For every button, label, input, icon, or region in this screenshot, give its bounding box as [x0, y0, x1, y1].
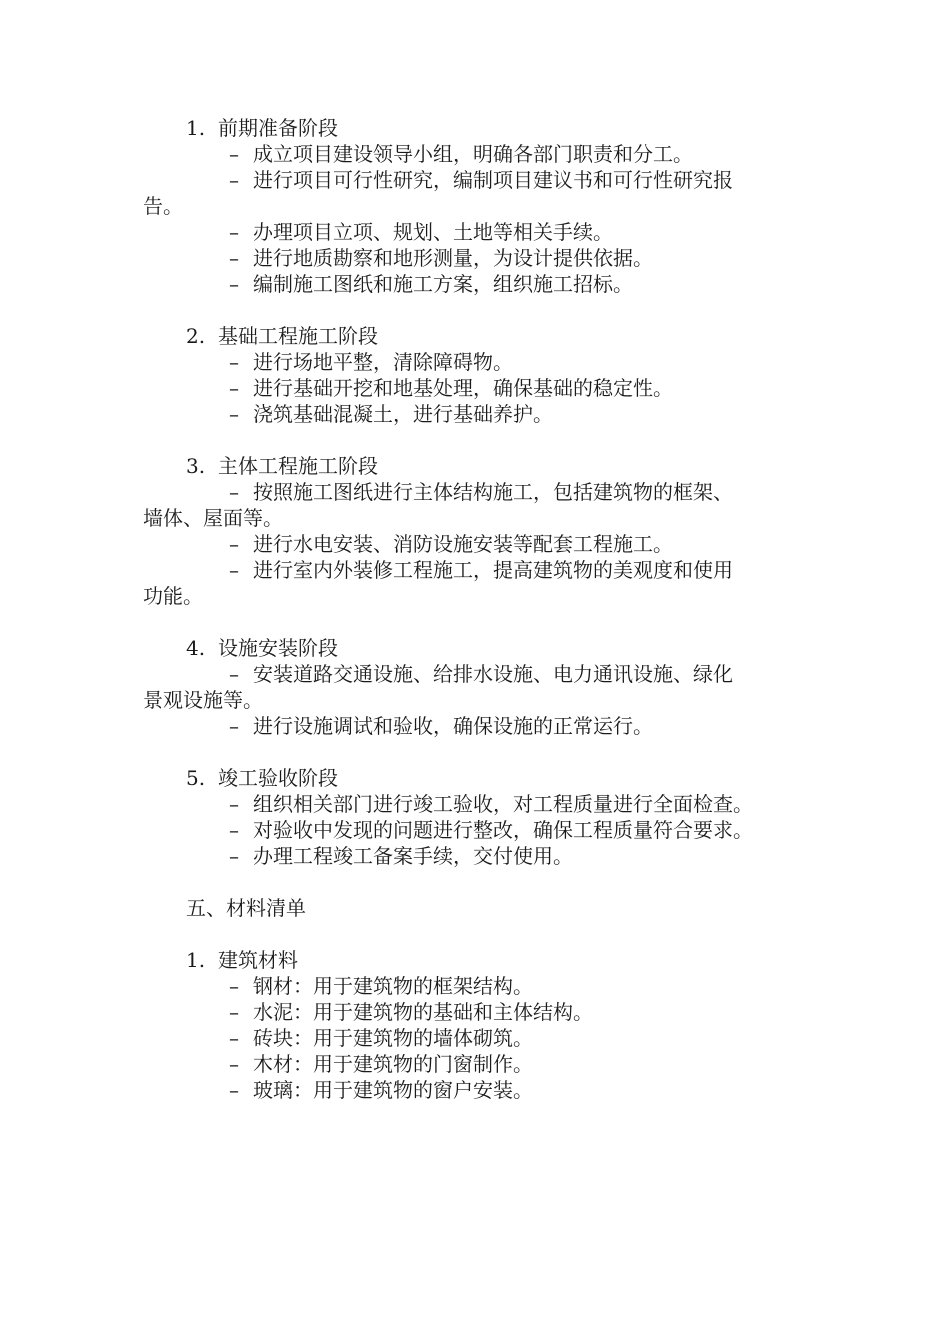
list-dash: – — [229, 142, 239, 166]
phase-title: 主体工程施工阶段 — [218, 454, 378, 478]
list-item: 进行设施调试和验收，确保设施的正常运行。 — [253, 714, 653, 738]
phase-title: 竣工验收阶段 — [218, 766, 338, 790]
material-item: 砖块：用于建筑物的墙体砌筑。 — [253, 1026, 533, 1050]
list-dash: – — [229, 246, 239, 270]
list-item: 对验收中发现的问题进行整改，确保工程质量符合要求。 — [253, 818, 753, 842]
materials-title: 建筑材料 — [218, 948, 298, 972]
list-item: 进行水电安装、消防设施安装等配套工程施工。 — [253, 532, 673, 556]
list-dash: – — [229, 558, 239, 582]
list-dash: – — [229, 662, 239, 686]
list-dash: – — [229, 1078, 239, 1102]
list-item: 进行项目可行性研究，编制项目建议书和可行性研究报 — [253, 168, 733, 192]
list-item: 办理工程竣工备案手续，交付使用。 — [253, 844, 573, 868]
list-dash: – — [229, 168, 239, 192]
list-item: 成立项目建设领导小组，明确各部门职责和分工。 — [253, 142, 693, 166]
list-item-continuation: 告。 — [143, 194, 183, 218]
material-item: 水泥：用于建筑物的基础和主体结构。 — [253, 1000, 593, 1024]
list-item: 办理项目立项、规划、土地等相关手续。 — [253, 220, 613, 244]
section-heading: 五、材料清单 — [186, 896, 306, 920]
phase-title: 前期准备阶段 — [218, 116, 338, 140]
list-dash: – — [229, 220, 239, 244]
list-dash: – — [229, 974, 239, 998]
list-dash: – — [229, 272, 239, 296]
phase-number: 2. — [186, 324, 206, 348]
phase-number: 5. — [186, 766, 206, 790]
list-dash: – — [229, 714, 239, 738]
list-item: 进行室内外装修工程施工，提高建筑物的美观度和使用 — [253, 558, 733, 582]
list-dash: – — [229, 402, 239, 426]
list-dash: – — [229, 480, 239, 504]
phase-number: 1. — [186, 116, 206, 140]
phase-number: 4. — [186, 636, 206, 660]
list-item: 进行基础开挖和地基处理，确保基础的稳定性。 — [253, 376, 673, 400]
phase-title: 基础工程施工阶段 — [218, 324, 378, 348]
list-dash: – — [229, 1026, 239, 1050]
list-dash: – — [229, 350, 239, 374]
list-dash: – — [229, 818, 239, 842]
material-item: 木材：用于建筑物的门窗制作。 — [253, 1052, 533, 1076]
list-dash: – — [229, 1000, 239, 1024]
list-dash: – — [229, 844, 239, 868]
list-item: 进行地质勘察和地形测量，为设计提供依据。 — [253, 246, 653, 270]
material-item: 钢材：用于建筑物的框架结构。 — [253, 974, 533, 998]
phase-number: 3. — [186, 454, 206, 478]
list-item-continuation: 墙体、屋面等。 — [143, 506, 283, 530]
list-item: 组织相关部门进行竣工验收，对工程质量进行全面检查。 — [253, 792, 753, 816]
list-item-continuation: 功能。 — [143, 584, 203, 608]
list-item: 浇筑基础混凝土，进行基础养护。 — [253, 402, 553, 426]
list-item-continuation: 景观设施等。 — [143, 688, 263, 712]
list-dash: – — [229, 1052, 239, 1076]
list-item: 编制施工图纸和施工方案，组织施工招标。 — [253, 272, 633, 296]
list-item: 按照施工图纸进行主体结构施工，包括建筑物的框架、 — [253, 480, 733, 504]
material-item: 玻璃：用于建筑物的窗户安装。 — [253, 1078, 533, 1102]
phase-title: 设施安装阶段 — [218, 636, 338, 660]
materials-number: 1. — [186, 948, 206, 972]
list-dash: – — [229, 532, 239, 556]
list-dash: – — [229, 376, 239, 400]
list-item: 进行场地平整，清除障碍物。 — [253, 350, 513, 374]
list-dash: – — [229, 792, 239, 816]
list-item: 安装道路交通设施、给排水设施、电力通讯设施、绿化 — [253, 662, 733, 686]
